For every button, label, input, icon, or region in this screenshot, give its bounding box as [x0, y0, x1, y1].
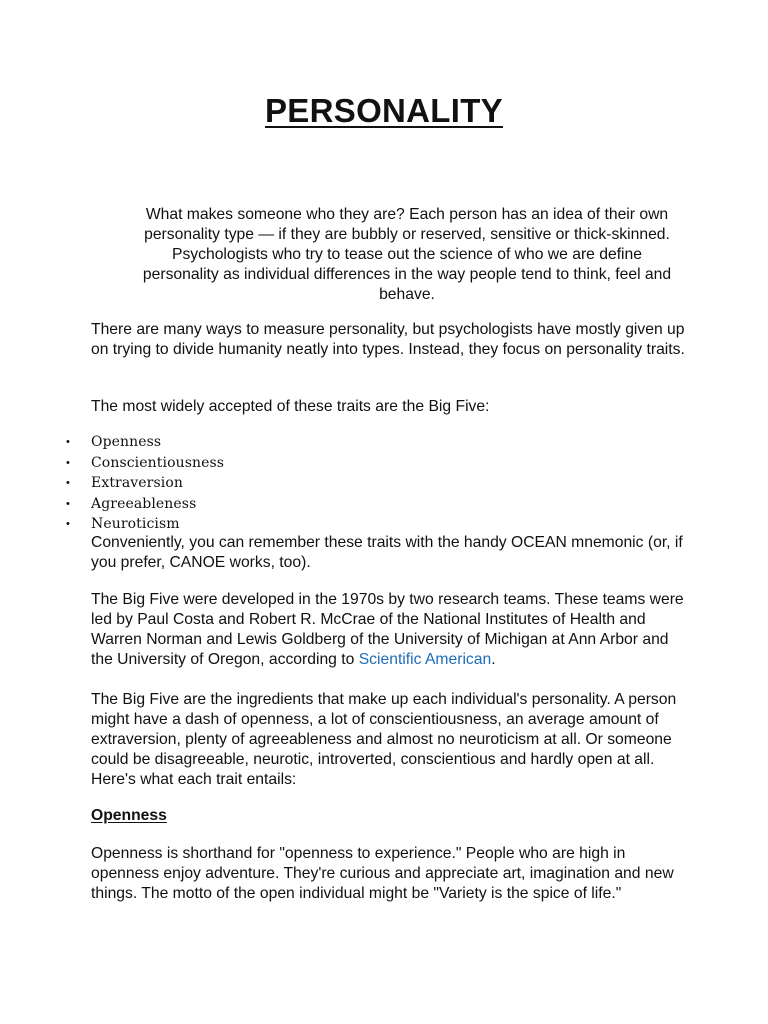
- paragraph-openness: Openness is shorthand for "openness to experience." People who are high in openness enjoy adventure. They're curious and appreciate art, imagination and new things. The motto of the open individual might be "Variety is the spice of life.": [91, 845, 674, 902]
- bullet-icon: •: [66, 518, 70, 530]
- trait-extraversion: Extraversion: [91, 475, 183, 491]
- list-item: [65, 432, 224, 453]
- list-item: [65, 514, 224, 535]
- bullet-icon: •: [66, 436, 70, 448]
- trait-list: [65, 432, 224, 535]
- bullet-icon: •: [66, 477, 70, 489]
- trait-conscientiousness: Conscientiousness: [91, 454, 225, 471]
- paragraph-history-end: .: [491, 651, 496, 668]
- trait-agreeableness: Agreeableness: [91, 495, 197, 512]
- list-item: [65, 453, 224, 474]
- paragraph-history-text: The Big Five were developed in the 1970s by two research teams. These teams were led by Paul Costa and Robert R. McCrae of the National Institutes of Health and Warren Norman and Lewis Goldberg of the University of Michigan at Ann Arbor and the University of Oregon, according to: [91, 591, 684, 668]
- list-item: [65, 473, 224, 494]
- paragraph-measure-personality: There are many ways to measure personality, but psychologists have mostly given up on trying to divide humanity neatly into types. Instead, they focus on personality traits.: [91, 321, 685, 358]
- page-title: PERSONALITY: [265, 92, 503, 129]
- paragraph-big-five-intro: The most widely accepted of these traits are the Big Five:: [91, 398, 490, 415]
- bullet-icon: •: [66, 497, 70, 510]
- paragraph-ocean-mnemonic: Conveniently, you can remember these traits with the handy OCEAN mnemonic (or, if you prefer, CANOE works, too).: [91, 534, 683, 571]
- scientific-american-link[interactable]: Scientific American: [358, 651, 492, 668]
- list-item: [65, 494, 224, 515]
- section-heading-openness: Openness: [91, 807, 167, 824]
- paragraph-big-five-history: [91, 590, 691, 670]
- trait-neuroticism: Neuroticism: [91, 516, 180, 532]
- intro-paragraph: What makes someone who they are? Each person has an idea of their own personality type — if they are bubbly or reserved, sensitive or thick-skinned. Psychologists who try to tease out the science of who we are define personality as individual differences in the way people tend to think, feel and behave.: [142, 206, 672, 303]
- trait-openness: Openness: [91, 434, 162, 450]
- paragraph-ingredients: The Big Five are the ingredients that make up each individual's personality. A person might have a dash of openness, a lot of conscientiousness, an average amount of extraversion, plenty of agreeableness and almost no neuroticism at all. Or someone could be disagreeable, neurotic, introverted, conscientious and hardly open at all. Here's what each trait entails:: [91, 691, 677, 788]
- bullet-icon: •: [66, 456, 70, 469]
